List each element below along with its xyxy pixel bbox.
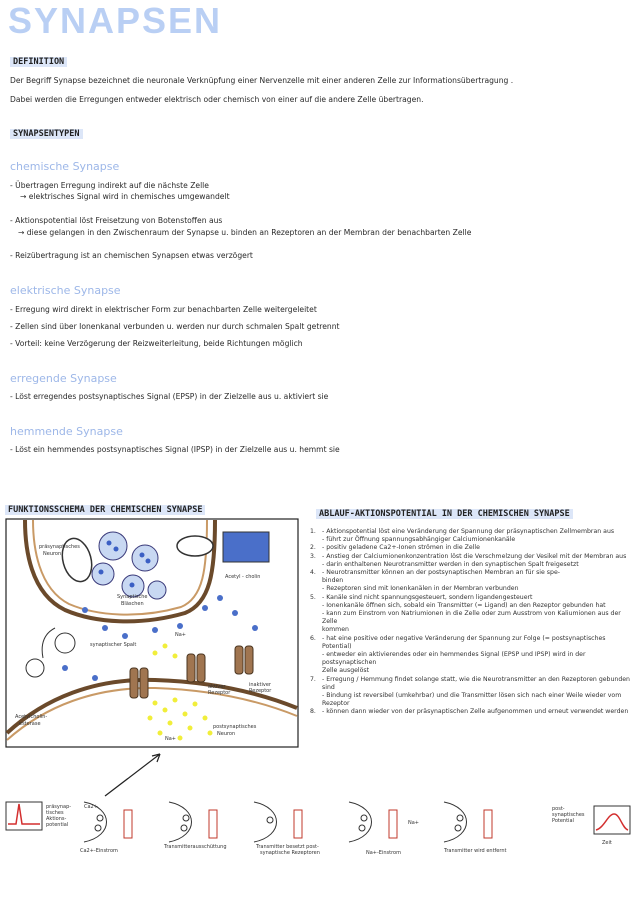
ap-step-row [310, 528, 636, 536]
seq-pre-label-1: präsynap- [46, 804, 72, 810]
ap-step-number [310, 700, 322, 708]
ap-step-row [310, 684, 636, 692]
definition-line-1: Der Begriff Synapse bezeichnet die neuronale Verknüpfung einer Nervenzelle mit einer anderen Zelle zur Informationsübertragung . [10, 76, 514, 85]
ap-step-row [310, 577, 636, 585]
seq-post-label-2: synaptisches [552, 812, 585, 818]
ap-step-text: - entweder ein aktivierendes oder ein hemmendes Signal (EPSP und IPSP) wird in der postsynaptischen [322, 651, 586, 667]
ap-step-row [310, 635, 636, 651]
ap-step-row [310, 626, 636, 634]
chemical-line-4: → diese gelangen in den Zwischenraum der Synapse u. binden an Rezeptoren an der Membran der benachbarten Zelle [18, 228, 472, 237]
seq-na-label: Na+ [408, 820, 419, 826]
seq-cap-4: Na+-Einstrom [366, 850, 401, 856]
label-acetyl: Acetyl - cholin [225, 574, 261, 580]
chemical-line-3: - Aktionspotential löst Freisetzung von Botenstoffen aus [10, 216, 223, 225]
seq-pre-label-2: tisches [46, 810, 64, 816]
seq-pre-label-3: Aktions- [46, 816, 67, 822]
ap-step-text: - hat eine positive oder negative Veränderung der Spannung zur Folge (= postsynaptisches Potential) [322, 634, 606, 650]
ap-step-number: 8. [310, 708, 316, 716]
label-active-2: Rezeptor [208, 690, 231, 696]
synapse-schema-diagram [5, 518, 299, 748]
ap-step-number: 1. [310, 528, 316, 535]
label-esterase: Acetylcholin- [15, 714, 48, 720]
ap-step-text: - können dann wieder von der präsynaptischen Zelle aufgenommen und erneut verwendet werden [322, 708, 629, 716]
ap-steps-list [310, 528, 636, 717]
ap-step-number [310, 626, 322, 634]
ap-step-text: Zelle ausgelöst [322, 667, 370, 675]
chemical-heading: chemische Synapse [10, 160, 120, 173]
excitatory-line-1: - Löst erregendes postsynaptisches Signal (EPSP) in der Zielzelle aus u. aktiviert sie [10, 392, 329, 401]
ap-step-row [310, 602, 636, 610]
label-esterase-2: esterase [19, 721, 41, 727]
ap-step-number [310, 667, 322, 675]
label-vesicles-2: Bläschen [121, 601, 144, 607]
ap-step-text: - führt zur Öffnung spannungsabhängiger Calciumionenkanäle [322, 536, 516, 544]
inhibitory-line-1: - Löst ein hemmendes postsynaptisches Signal (IPSP) in der Zielzelle aus u. hemmt sie [10, 445, 340, 454]
seq-zeit: Zeit [602, 840, 612, 846]
definition-heading: DEFINITION [10, 57, 67, 67]
ap-step-number: 4. [310, 569, 316, 577]
ap-step-text: - Ionenkanäle öffnen sich, sobald ein Transmitter (= Ligand) an den Rezeptor gebunden hat [322, 601, 606, 609]
ap-step-row [310, 585, 636, 593]
ap-step-number: 3. [310, 552, 316, 560]
ap-step-number: 5. [310, 593, 316, 601]
definition-line-2: Dabei werden die Erregungen entweder elektrisch oder chemisch von einer auf die andere Zelle übertragen. [10, 95, 424, 104]
types-heading: SYNAPSENTYPEN [10, 129, 83, 139]
ap-step-text: Rezeptor [322, 700, 350, 708]
ap-step-row [310, 594, 636, 602]
ap-step-text: - Neurotransmitter können an der postsynaptischen Membran an für sie spe- [322, 569, 560, 577]
label-active: aktiver [208, 684, 226, 690]
label-gap: synaptischer Spalt [90, 642, 137, 648]
seq-post-label-3: Potential [552, 818, 574, 824]
schema-heading: FUNKTIONSSCHEMA DER CHEMISCHEN SYNAPSE [5, 505, 205, 515]
ap-step-row [310, 692, 636, 700]
chemical-line-1: - Übertragen Erregung indirekt auf die nächste Zelle [10, 181, 209, 190]
ap-step-text: - kann zum Einstrom von Natriumionen in die Zelle oder zum Ausstrom von Kaliumionen aus der Zelle [322, 610, 621, 626]
ap-step-text: kommen [322, 626, 349, 634]
ap-step-row [310, 700, 636, 708]
ap-step-row [310, 536, 636, 544]
ap-step-row [310, 676, 636, 684]
electrical-heading: elektrische Synapse [10, 284, 121, 297]
ap-step-text: - Kanäle sind nicht spannungsgesteuert, sondern ligandengesteuert [322, 593, 533, 601]
ap-step-text: - Erregung / Hemmung findet solange statt, wie die Neurotransmitter an den Rezeptoren gebunden [322, 675, 630, 683]
seq-cap-3b: synaptische Rezeptoren [260, 850, 320, 856]
seq-cap-3a: Transmitter besetzt post- [256, 844, 319, 850]
label-na-1: Na+ [175, 632, 186, 638]
excitatory-heading: erregende Synapse [10, 372, 117, 385]
chemical-line-2: → elektrisches Signal wird in chemisches umgewandelt [20, 192, 230, 201]
chemical-line-5: - Reizübertragung ist an chemischen Synapsen etwas verzögert [10, 251, 253, 260]
ap-heading: ABLAUF-AKTIONSPOTENTIAL IN DER CHEMISCHEN SYNAPSE [316, 509, 573, 519]
ap-step-number [310, 684, 322, 692]
sequence-strip [4, 796, 636, 866]
electrical-line-3: - Vorteil: keine Verzögerung der Reizweiterleitung, beide Richtungen möglich [10, 339, 303, 348]
seq-post-label-1: post- [552, 806, 565, 812]
arrow-icon [100, 748, 170, 798]
seq-ca-label: Ca2+ [84, 804, 98, 810]
ap-step-row [310, 708, 636, 716]
label-post: postsynaptisches [213, 724, 257, 730]
ap-step-number [310, 577, 322, 585]
label-inactive: inaktiver [249, 682, 271, 688]
label-post-2: Neuron [217, 731, 236, 737]
electrical-line-2: - Zellen sind über Ionenkanal verbunden u. werden nur durch schmalen Spalt getrennt [10, 322, 340, 331]
ap-step-row [310, 561, 636, 569]
ap-step-row [310, 569, 636, 577]
ap-step-row [310, 553, 636, 561]
ap-step-row [310, 651, 636, 667]
ap-step-number [310, 610, 322, 626]
ap-step-text: - Anstieg der Calciumionenkonzentration löst die Verschmelzung der Vesikel mit der Membran aus [322, 552, 627, 560]
ap-step-number [310, 651, 322, 667]
ap-step-number: 7. [310, 675, 316, 683]
label-pre: präsynaptisches [39, 544, 80, 550]
ap-step-row [310, 610, 636, 626]
ap-step-text: - positiv geladene Ca2+-Ionen strömen in die Zelle [322, 544, 480, 552]
ap-step-number [310, 692, 322, 700]
ap-step-number: 6. [310, 634, 316, 642]
seq-cap-2: Transmitterausschüttung [164, 844, 227, 850]
ap-step-number [310, 561, 322, 569]
electrical-line-1: - Erregung wird direkt in elektrischer Form zur benachbarten Zelle weitergeleitet [10, 305, 317, 314]
label-na-2: Na+ [165, 736, 176, 742]
seq-cap-1: Ca2+-Einstrom [80, 848, 118, 854]
ap-step-text: sind [322, 683, 335, 691]
ap-step-text: binden [322, 577, 344, 585]
ap-step-row [310, 667, 636, 675]
label-inactive-2: Rezeptor [249, 688, 272, 694]
seq-cap-5: Transmitter wird entfernt [444, 848, 507, 854]
inhibitory-heading: hemmende Synapse [10, 425, 123, 438]
ap-step-text: - Rezeptoren sind mit Ionenkanälen in der Membran verbunden [322, 585, 519, 593]
ap-step-number: 2. [310, 544, 316, 552]
page-title: SYNAPSEN [8, 0, 223, 41]
ap-step-number [310, 602, 322, 610]
ap-step-number [310, 585, 322, 593]
ap-step-number [310, 536, 322, 544]
ap-step-text: - Aktionspotential löst eine Veränderung der Spannung der präsynaptischen Zellmembran aus [322, 528, 615, 535]
ap-step-text: - darin enthaltenen Neurotransmitter werden in den synaptischen Spalt freigesetzt [322, 560, 579, 568]
seq-pre-label-4: potential [46, 822, 69, 828]
ap-step-row [310, 544, 636, 552]
label-vesicles: Synaptische [117, 594, 148, 600]
label-neuron: Neuron [43, 551, 62, 557]
ap-step-text: - Bindung ist reversibel (umkehrbar) und die Transmitter lösen sich nach einer Weile wieder vom [322, 692, 622, 700]
